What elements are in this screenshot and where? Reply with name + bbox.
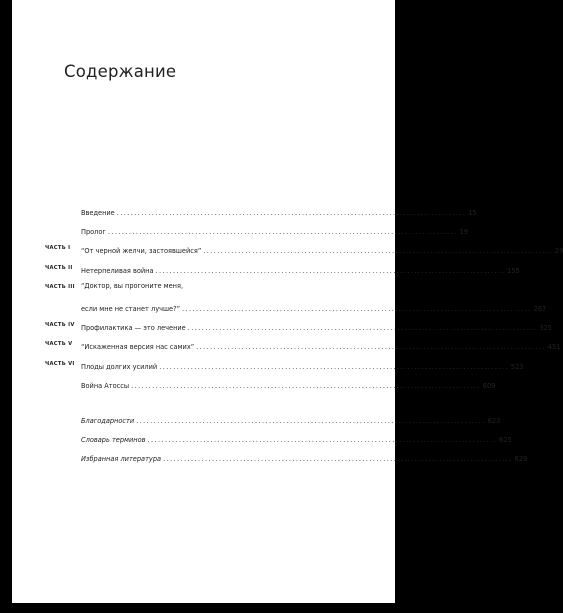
- toc-row: [12, 263, 520, 277]
- toc-title: Профилактика — это лечение: [81, 324, 186, 332]
- toc-row: [12, 301, 547, 315]
- toc-entry: Введение .................................................................................................... 15: [81, 209, 477, 217]
- toc-entry: Война Атоссы .................................................................................................... 609: [81, 382, 496, 390]
- toc-row: [12, 339, 561, 353]
- toc-entry: если мне не станет лучше?” .................................................................................................... 267: [81, 305, 547, 313]
- back-matter-row: [12, 451, 528, 465]
- toc-title: Война Атоссы: [81, 382, 130, 390]
- toc-row: [12, 378, 496, 392]
- toc-entry: Словарь терминов .................................................................................................... 625: [81, 436, 512, 444]
- toc-page: 609: [482, 382, 496, 390]
- toc-page: 29: [554, 247, 563, 255]
- toc-entry: “От черной желчи, застоявшейся” .................................................................................................... 29: [81, 247, 563, 255]
- toc-title: “Искаженная версия нас самих”: [81, 343, 195, 351]
- toc-page: 19: [459, 228, 468, 236]
- back-matter-row: [12, 432, 512, 446]
- toc-title: Нетерпеливая война: [81, 267, 154, 275]
- back-matter-row: [12, 413, 501, 427]
- part-label: ЧАСТЬ I: [45, 245, 71, 251]
- toc-row: [12, 205, 477, 219]
- toc-entry: Нетерпеливая война .................................................................................................... 155: [81, 267, 520, 275]
- toc-page: 625: [499, 436, 512, 444]
- toc-title: Благодарности: [81, 417, 135, 425]
- part-label: ЧАСТЬ II: [45, 265, 73, 271]
- toc-title: Избранная литература: [81, 455, 162, 463]
- toc-page: 267: [533, 305, 547, 313]
- toc-page: 15: [468, 209, 477, 217]
- toc-entry: Благодарности .................................................................................................... 623: [81, 417, 501, 425]
- toc-title: Введение: [81, 209, 115, 217]
- toc-entry: “Искаженная версия нас самих” .................................................................................................... 451: [81, 343, 561, 351]
- toc-row: [12, 243, 563, 257]
- toc-page: 325: [539, 324, 552, 332]
- toc-title: “Доктор, вы прогоните меня,: [81, 282, 184, 290]
- book-page: [12, 0, 563, 603]
- toc-entry: Пролог .................................................................................................... 19: [81, 228, 468, 236]
- toc-title: Плоды долгих усилий: [81, 363, 158, 371]
- toc-entry: Избранная литература .................................................................................................... 629: [81, 455, 528, 463]
- part-label: ЧАСТЬ III: [45, 284, 75, 290]
- toc-entry: Профилактика — это лечение .................................................................................................... 325: [81, 324, 552, 332]
- toc-title: если мне не станет лучше?”: [81, 305, 181, 313]
- toc-title: Словарь терминов: [81, 436, 146, 444]
- toc-title: “От черной желчи, застоявшейся”: [81, 247, 202, 255]
- toc-page: 523: [510, 363, 524, 371]
- part-label: ЧАСТЬ V: [45, 341, 73, 347]
- toc-row: [12, 282, 395, 296]
- toc-row: [12, 359, 524, 373]
- toc-page: 155: [507, 267, 520, 275]
- toc-title: Пролог: [81, 228, 106, 236]
- page-title: Содержание: [64, 62, 177, 81]
- toc-page: 451: [547, 343, 561, 351]
- part-label: ЧАСТЬ VI: [45, 361, 75, 367]
- toc-row: [12, 224, 468, 238]
- toc-row: [12, 320, 552, 334]
- toc-page: 623: [487, 417, 501, 425]
- part-label: ЧАСТЬ IV: [45, 322, 75, 328]
- toc-page: 629: [514, 455, 528, 463]
- toc-entry: Плоды долгих усилий .................................................................................................... 523: [81, 363, 524, 371]
